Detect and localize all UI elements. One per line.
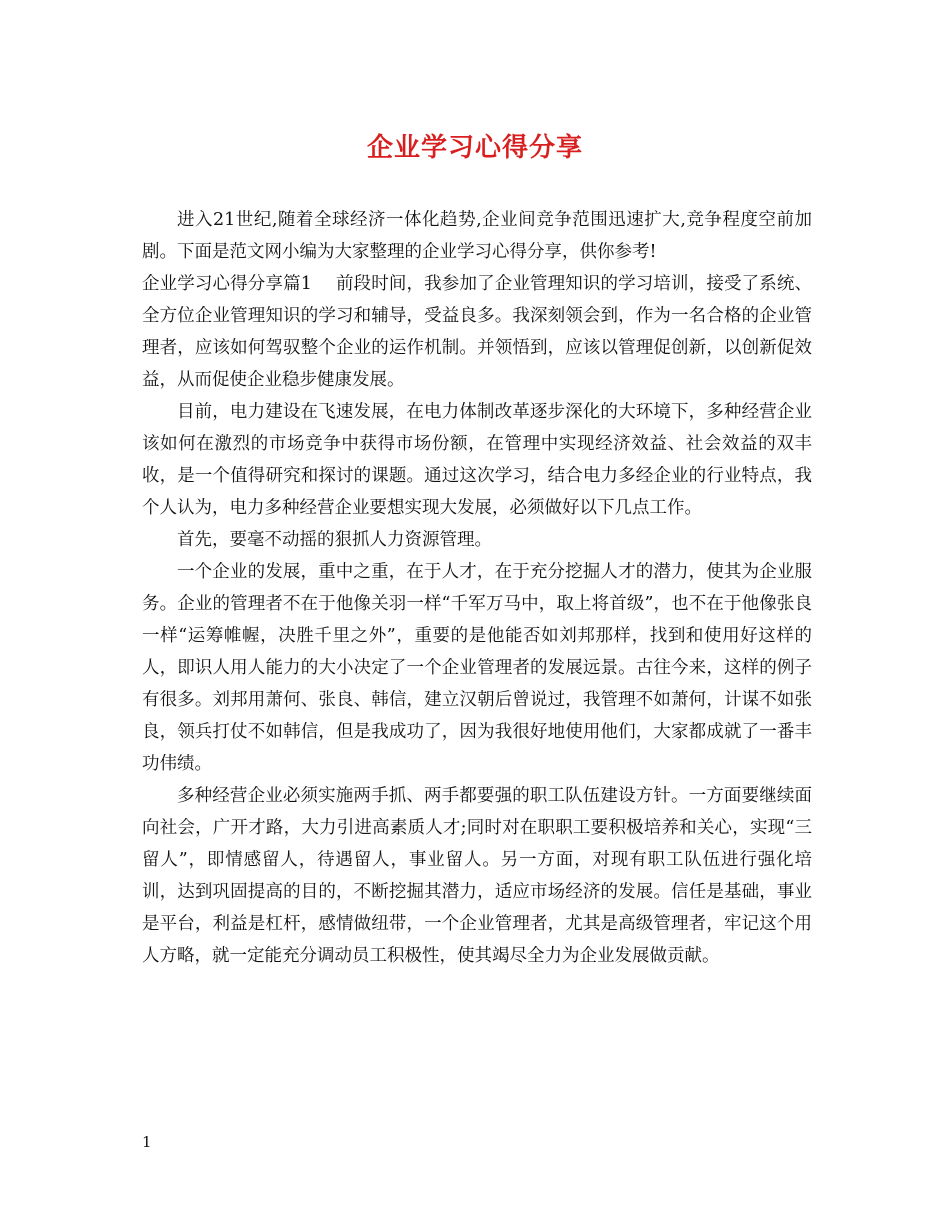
- section-first-paragraph-text: 前段时间，我参加了企业管理知识的学习培训，接受了系统、全方位企业管理知识的学习和辅导，受益良多。我深刻领会到，作为一名合格的企业管理者，应该如何驾驭整个企业的运作机制。并领悟到，应该以管理促创新，以创新促效益，从而促使企业稳步健康发展。: [142, 274, 813, 390]
- document-title: 企业学习心得分享: [366, 133, 583, 163]
- body-paragraph: 一个企业的发展，重中之重，在于人才，在于充分挖掘人才的潜力，使其为企业服务。企业的管理者不在于他像关羽一样“千军万马中，取上将首级”，也不在于他像张良一样“运筹帷幄，决胜千里之外”，重要的是他能否如刘邦那样，找到和使用好这样的人，即识人用人能力的大小决定了一个企业管理者的发展远景。古往今来，这样的例子有很多。刘邦用萧何、张良、韩信，建立汉朝后曾说过，我管理不如萧何，计谋不如张良，领兵打仗不如韩信，但是我成功了，因为我很好地使用他们，大家都成就了一番丰功伟绩。: [142, 562, 812, 774]
- section-first-paragraph: [142, 268, 812, 396]
- section-label: 企业学习心得分享篇1: [142, 274, 312, 294]
- body-paragraph: 首先，要毫不动摇的狠抓人力资源管理。: [177, 530, 492, 550]
- body-paragraph: 目前，电力建设在飞速发展，在电力体制改革逐步深化的大环境下，多种经营企业该如何在激烈的市场竞争中获得市场份额，在管理中实现经济效益、社会效益的双丰收，是一个值得研究和探讨的课题。通过这次学习，结合电力多经企业的行业特点，我个人认为，电力多种经营企业要想实现大发展，必须做好以下几点工作。: [142, 402, 812, 518]
- page-number: 1: [142, 1133, 152, 1151]
- body-paragraph: 多种经营企业必须实施两手抓、两手都要强的职工队伍建设方针。一方面要继续面向社会，广开才路，大力引进高素质人才;同时对在职职工要积极培养和关心，实现“三留人”，即情感留人，待遇留人，事业留人。另一方面，对现有职工队伍进行强化培训，达到巩固提高的目的，不断挖掘其潜力，适应市场经济的发展。信任是基础，事业是平台，利益是杠杆，感情做纽带，一个企业管理者，尤其是高级管理者，牢记这个用人方略，就一定能充分调动员工积极性，使其竭尽全力为企业发展做贡献。: [142, 786, 812, 966]
- intro-paragraph: 进入21世纪,随着全球经济一体化趋势,企业间竞争范围迅速扩大,竞争程度空前加剧。下面是范文网小编为大家整理的企业学习心得分享，供你参考!: [142, 210, 812, 262]
- document-body: [142, 204, 812, 972]
